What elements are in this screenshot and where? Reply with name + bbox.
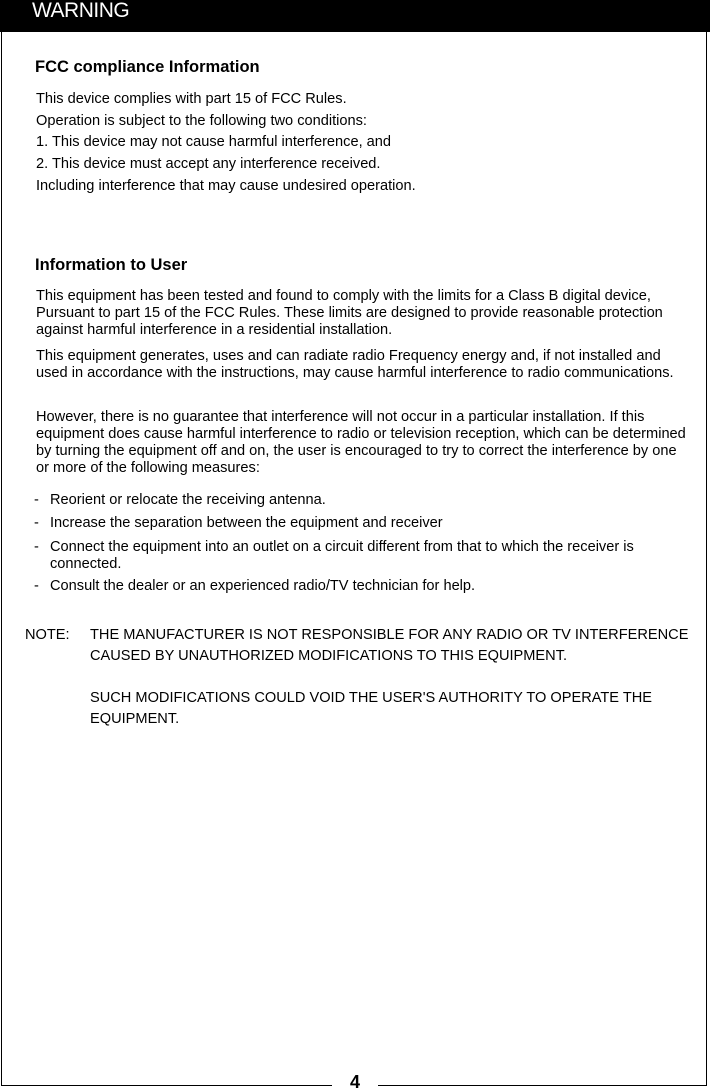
user-info-paragraph: However, there is no guarantee that interference will not occur in a particular installation. If this equipment does cause harmful interference to radio or television reception, which can be determined by turning the equipment off and on, the user is encouraged to try to correct the interference by one or more of the following measures: — [36, 409, 686, 476]
fcc-line: Including interference that may cause undesired operation. — [36, 178, 416, 194]
user-info-paragraph: This equipment generates, uses and can radiate radio Frequency energy and, if not installed and used in accordance with the instructions, may cause harmful interference to radio communications. — [36, 348, 674, 381]
list-item-text: Consult the dealer or an experienced radio/TV technician for help. — [50, 578, 476, 594]
bullet-dash: - — [34, 539, 39, 555]
bullet-dash: - — [34, 515, 39, 531]
list-item — [34, 539, 674, 573]
fcc-line: Operation is subject to the following two conditions: — [36, 113, 367, 129]
bullet-dash: - — [34, 492, 39, 508]
user-info-heading: Information to User — [35, 256, 188, 274]
bullet-dash: - — [34, 578, 39, 594]
list-item — [34, 492, 674, 509]
fcc-heading: FCC compliance Information — [35, 58, 260, 76]
fcc-line: 2. This device must accept any interference received. — [36, 156, 381, 172]
list-item — [34, 578, 674, 595]
note-text: THE MANUFACTURER IS NOT RESPONSIBLE FOR ANY RADIO OR TV INTERFERENCE CAUSED BY UNAUTHORIZED MODIFICATIONS TO THIS EQUIPMENT. — [90, 627, 689, 664]
list-item-text: Increase the separation between the equipment and receiver — [50, 515, 443, 531]
note-text: SUCH MODIFICATIONS COULD VOID THE USER'S AUTHORITY TO OPERATE THE EQUIPMENT. — [90, 690, 653, 727]
user-info-paragraph: This equipment has been tested and found to comply with the limits for a Class B digital device, Pursuant to part 15 of the FCC Rules. These limits are designed to provide reasonable protection against harmful interference in a residential installation. — [36, 288, 663, 338]
page-number: 4 — [332, 1073, 378, 1091]
header-bar — [0, 0, 710, 32]
list-item-text: Reorient or relocate the receiving antenna. — [50, 492, 326, 508]
fcc-line: This device complies with part 15 of FCC Rules. — [36, 91, 347, 107]
note-label: NOTE: — [25, 627, 70, 643]
page-title: WARNING — [32, 0, 130, 22]
list-item — [34, 515, 674, 532]
fcc-line: 1. This device may not cause harmful interference, and — [36, 134, 392, 150]
list-item-text: Connect the equipment into an outlet on a circuit different from that to which the receiver is connected. — [50, 539, 634, 572]
